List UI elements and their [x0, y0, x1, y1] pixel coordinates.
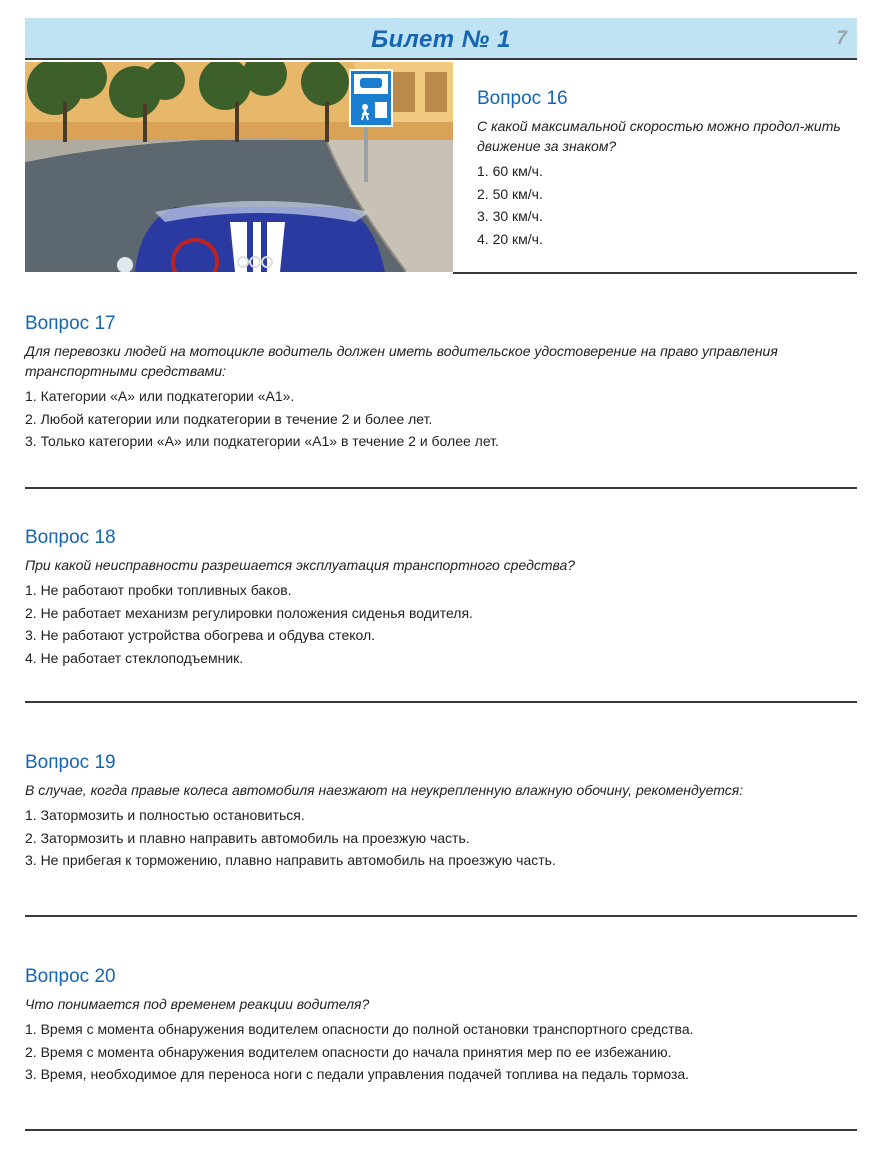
ticket-title: Билет № 1: [371, 26, 511, 53]
answer-option[interactable]: 1. 60 км/ч.: [477, 163, 543, 179]
answer-option[interactable]: 1. Затормозить и полностью остановиться.: [25, 807, 305, 823]
answer-options: [25, 804, 857, 872]
answer-options: [25, 579, 857, 669]
question-text: Что понимается под временем реакции водителя?: [25, 996, 370, 1012]
question-18: [25, 527, 857, 669]
divider: [25, 915, 857, 917]
answer-options: [477, 160, 857, 250]
answer-option[interactable]: 2. Любой категории или подкатегории в течение 2 и более лет.: [25, 410, 433, 427]
question-title: Вопрос 20: [25, 966, 116, 987]
question-title: Вопрос 16: [477, 88, 568, 109]
ticket-header: [25, 18, 857, 60]
question-title: Вопрос 19: [25, 752, 116, 773]
question-text: В случае, когда правые колеса автомобиля наезжают на неукрепленную влажную обочину, рекомендуется:: [25, 782, 744, 798]
road-scene-image: [25, 62, 453, 272]
answer-option[interactable]: 3. 30 км/ч.: [477, 208, 543, 224]
question-19: [25, 752, 857, 872]
question-text: При какой неисправности разрешается эксплуатация транспортного средства?: [25, 557, 576, 573]
road-scene-illustration: [25, 62, 453, 272]
answer-option[interactable]: 2. 50 км/ч.: [477, 185, 543, 202]
answer-option[interactable]: 3. Не прибегая к торможению, плавно направить автомобиль на проезжую часть.: [25, 852, 556, 868]
question-text: Для перевозки людей на мотоцикле водитель должен иметь водительское удостоверение на право управления транспортными средствами:: [25, 343, 778, 379]
answer-option[interactable]: 1. Категории «А» или подкатегории «А1».: [25, 388, 295, 404]
pedestrian-zone-sign-icon: [350, 70, 392, 126]
answer-option[interactable]: 1. Не работают пробки топливных баков.: [25, 582, 292, 598]
question-title: Вопрос 18: [25, 527, 116, 548]
divider: [25, 701, 857, 703]
question-17: [25, 313, 857, 453]
divider: [25, 1129, 857, 1131]
divider: [25, 487, 857, 489]
answer-options: [25, 1018, 857, 1086]
answer-option[interactable]: 3. Не работают устройства обогрева и обдува стекол.: [25, 627, 376, 643]
question-title: Вопрос 17: [25, 313, 116, 334]
answer-option[interactable]: 2. Время с момента обнаружения водителем опасности до начала принятия мер по ее избежанию.: [25, 1043, 672, 1060]
answer-option[interactable]: 1. Время с момента обнаружения водителем опасности до полной остановки транспортного средства.: [25, 1021, 694, 1037]
divider: [453, 272, 857, 274]
answer-option[interactable]: 2. Не работает механизм регулировки положения сиденья водителя.: [25, 604, 473, 621]
page-number: 7: [836, 28, 847, 49]
answer-options: [25, 385, 857, 453]
answer-option[interactable]: 3. Время, необходимое для переноса ноги с педали управления подачей топлива на педаль тормоза.: [25, 1066, 690, 1082]
answer-option[interactable]: 3. Только категории «А» или подкатегории «А1» в течение 2 и более лет.: [25, 433, 499, 449]
question-20: [25, 966, 857, 1086]
answer-option[interactable]: 4. Не работает стеклоподъемник.: [25, 649, 244, 666]
question-text: С какой максимальной скоростью можно продол-жить движение за знаком?: [477, 118, 841, 154]
question-16: [477, 88, 857, 250]
answer-option[interactable]: 2. Затормозить и плавно направить автомобиль на проезжую часть.: [25, 829, 470, 846]
answer-option[interactable]: 4. 20 км/ч.: [477, 230, 543, 247]
car-illustration: [117, 201, 385, 272]
